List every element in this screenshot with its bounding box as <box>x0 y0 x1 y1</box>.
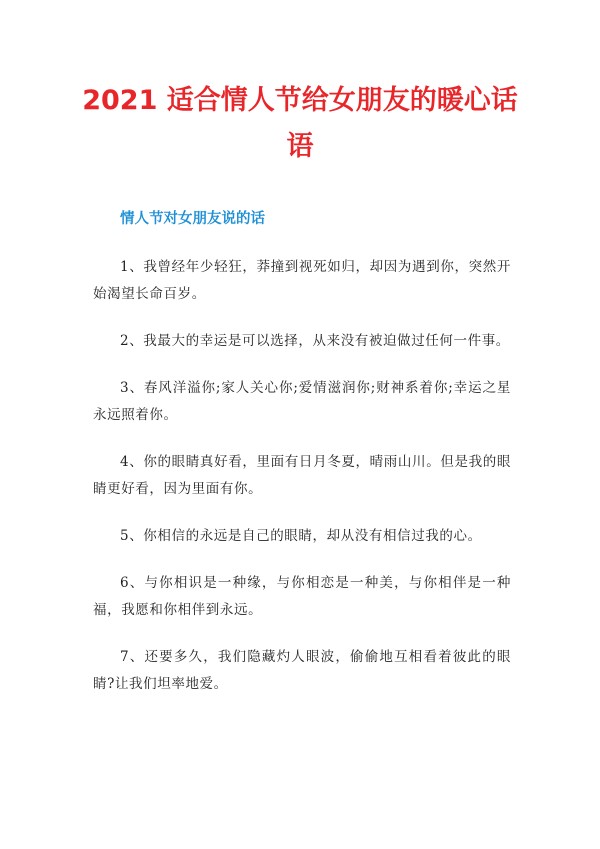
page-title: 2021 适合情人节给女朋友的暖心话语 <box>82 85 518 162</box>
list-item: 5、你相信的永远是自己的眼睛，却从没有相信过我的心。 <box>120 528 482 544</box>
list-item: 2、我最大的幸运是可以选择，从来没有被迫做过任何一件事。 <box>120 333 510 349</box>
list-item: 4、你的眼睛真好看，里面有日月冬夏，晴雨山川。但是我的眼睛更好看，因为里面有你。 <box>93 454 511 497</box>
list-item: 7、还要多久，我们隐藏灼人眼波，偷偷地互相看着彼此的眼睛?让我们坦率地爱。 <box>93 649 511 692</box>
list-item: 1、我曾经年少轻狂，莽撞到视死如归，却因为遇到你，突然开始渴望长命百岁。 <box>93 259 511 302</box>
quote-list <box>93 254 511 718</box>
list-item: 3、春风洋溢你;家人关心你;爱情滋润你;财神系着你;幸运之星永远照着你。 <box>93 380 511 423</box>
list-item: 6、与你相识是一种缘，与你相恋是一种美，与你相伴是一种福，我愿和你相伴到永远。 <box>93 575 511 618</box>
section-heading: 情人节对女朋友说的话 <box>120 211 265 227</box>
